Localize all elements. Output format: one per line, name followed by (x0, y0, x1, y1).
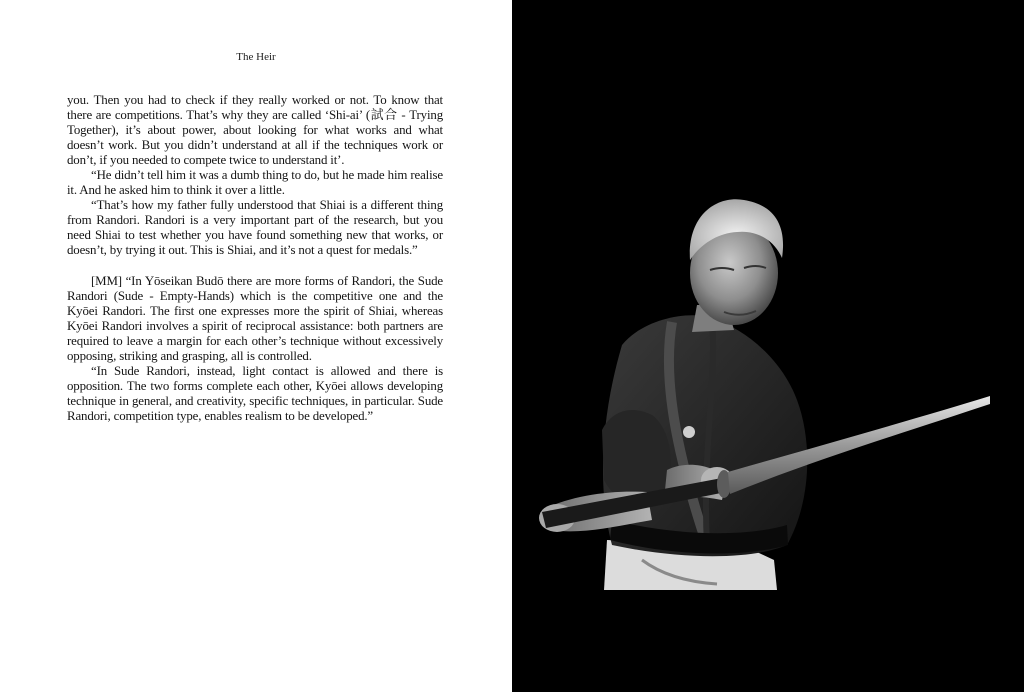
sword-master-photo (512, 0, 1024, 692)
right-page-photo (512, 0, 1024, 692)
paragraph: “That’s how my father fully understood that Shiai is a different thing from Randori. Randori is a very important part of the research, but you need Shiai to test whether you have found something new that works, or doesn’t, by trying it out. This is Shiai, and it’s not a quest for medals.” (67, 198, 443, 258)
body-text (67, 93, 443, 424)
paragraph: you. Then you had to check if they really worked or not. To know that there are competitions. That’s why they are called ‘Shi-ai’ (試合 - Trying Together), it’s about power, about looking for what works and what doesn’t work. But you didn’t understand at all if the techniques work or don’t, if you needed to compete twice to understand it’. (67, 93, 443, 168)
paragraph: [MM] “In Yōseikan Budō there are more forms of Randori, the Sude Randori (Sude - Empty-Hands) which is the competitive one and the Kyōei Randori. The first one expresses more the spirit of Shiai, whereas Kyōei Randori involves a spirit of reciprocal assistance: both partners are required to leave a margin for each other’s technique without excessively opposing, striking and grasping, all is controlled. (67, 273, 443, 363)
paragraph: “In Sude Randori, instead, light contact is allowed and there is opposition. The two forms complete each other, Kyōei allows developing technique in general, and creativity, specific techniques, in particular. Sude Randori, competition type, enables realism to be developed.” (67, 363, 443, 423)
paragraph: “He didn’t tell him it was a dumb thing to do, but he made him realise it. And he asked him to think it over a little. (67, 168, 443, 198)
running-head: The Heir (236, 51, 276, 63)
